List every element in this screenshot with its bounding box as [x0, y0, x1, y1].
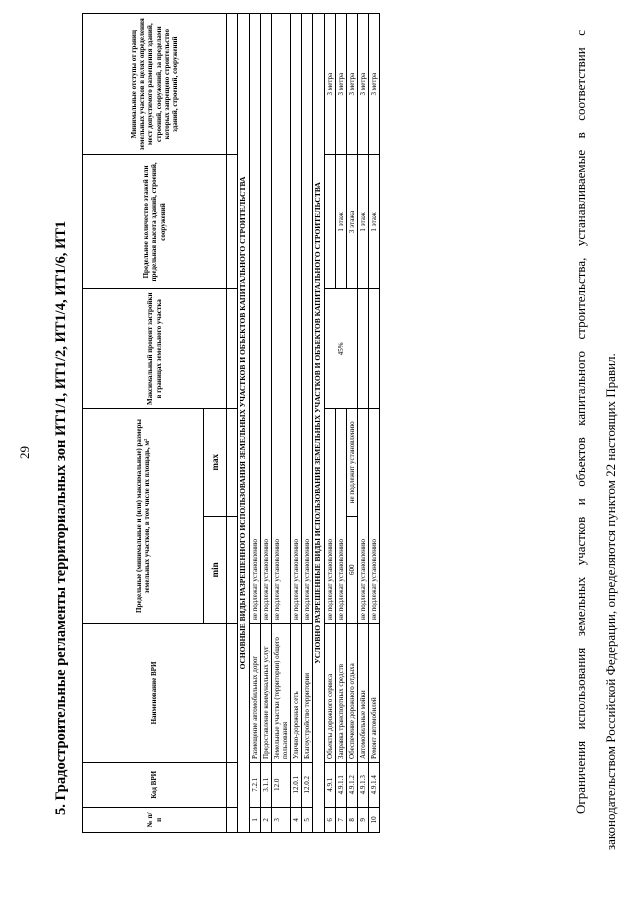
section-row-conditional	[312, 14, 324, 833]
page-number: 29	[17, 446, 32, 459]
header-name: Наименование ВРИ	[83, 624, 227, 763]
header-floors: Предельное количество этажей или предельная высота зданий, строений, сооружений	[83, 155, 227, 289]
header-max: max	[204, 409, 227, 517]
header-setback: Минимальные отступы от границ земельных участков в целях определения мест допустимого размещения зданий, строений, сооружений, за пределами которых запрещено строительство зданий, строений, сооружений	[83, 14, 227, 155]
footnote-paragraph: Ограничения использования земельных участков и объектов капитального строительства, устанавливаемые в соответствии с законодательством Российской Федерации, определяются пунктом 22 настоящих Правил.	[573, 30, 618, 850]
table-row: 3 12.0 Земельные участки (территории) общего пользования не подлежат установлению	[271, 14, 290, 833]
header-min: min	[204, 516, 227, 624]
table-row: 1 7.2.1 Размещение автомобильных дорог не подлежат установлению	[249, 14, 260, 833]
table-header-row	[83, 14, 204, 833]
table-row: 8 4.9.1.2 Обеспечение дорожного отдыха 600 не подлежит установлению 3 этажа 3 метра	[346, 14, 357, 833]
table-row: 10 4.9.1.4 Ремонт автомобилей не подлежат установлению 1 этаж 3 метра	[368, 14, 379, 833]
table-row: 6 4.9.1 Объекты дорожного сервиса не подлежат установлению 45% 3 метра	[324, 14, 335, 833]
page-title: 5. Градостроительные регламенты территориальных зон ИТ1/1, ИТ1/2, ИТ1/4, ИТ1/6, ИТ1	[53, 220, 69, 815]
table-spacer-row	[227, 14, 238, 833]
header-code: Код ВРИ	[83, 762, 227, 807]
section-row-main	[238, 14, 250, 833]
section-conditional-label: УСЛОВНО РАЗРЕШЕННЫЕ ВИДЫ ИСПОЛЬЗОВАНИЯ ЗЕМЕЛЬНЫХ УЧАСТКОВ И ОБЪЕКТОВ КАПИТАЛЬНОГО СТРОИТЕЛЬСТВА	[312, 14, 324, 833]
header-size: Предельные (минимальные и (или) максимальные) размеры земельных участков, в том числе их площадь, м²	[83, 409, 204, 624]
table-row: 7 4.9.1.1 Заправка транспортных средств не подлежат установлению 1 этаж 3 метра	[335, 14, 346, 833]
regulations-table	[82, 13, 380, 833]
table-row: 2 3.1.1 Предоставление коммунальных услуг не подлежат установлению	[260, 14, 271, 833]
table-row: 4 12.0.1 Улично-дорожная сеть не подлежат установлению	[290, 14, 301, 833]
header-num: № п/п	[83, 807, 227, 832]
table-row: 5 12.0.2 Благоустройство территории не подлежат установлению	[301, 14, 312, 833]
header-pct: Максимальный процент застройки в границах земельного участка	[83, 289, 227, 409]
cond-pct: 45%	[324, 289, 357, 409]
table-row: 9 4.9.1.3 Автомобильные мойки не подлежат установлению 1 этаж 3 метра	[357, 14, 368, 833]
section-main-label: ОСНОВНЫЕ ВИДЫ РАЗРЕШЕННОГО ИСПОЛЬЗОВАНИЯ ЗЕМЕЛЬНЫХ УЧАСТКОВ И ОБЪЕКТОВ КАПИТАЛЬНОГО СТРОИТЕЛЬСТВА	[238, 14, 250, 833]
